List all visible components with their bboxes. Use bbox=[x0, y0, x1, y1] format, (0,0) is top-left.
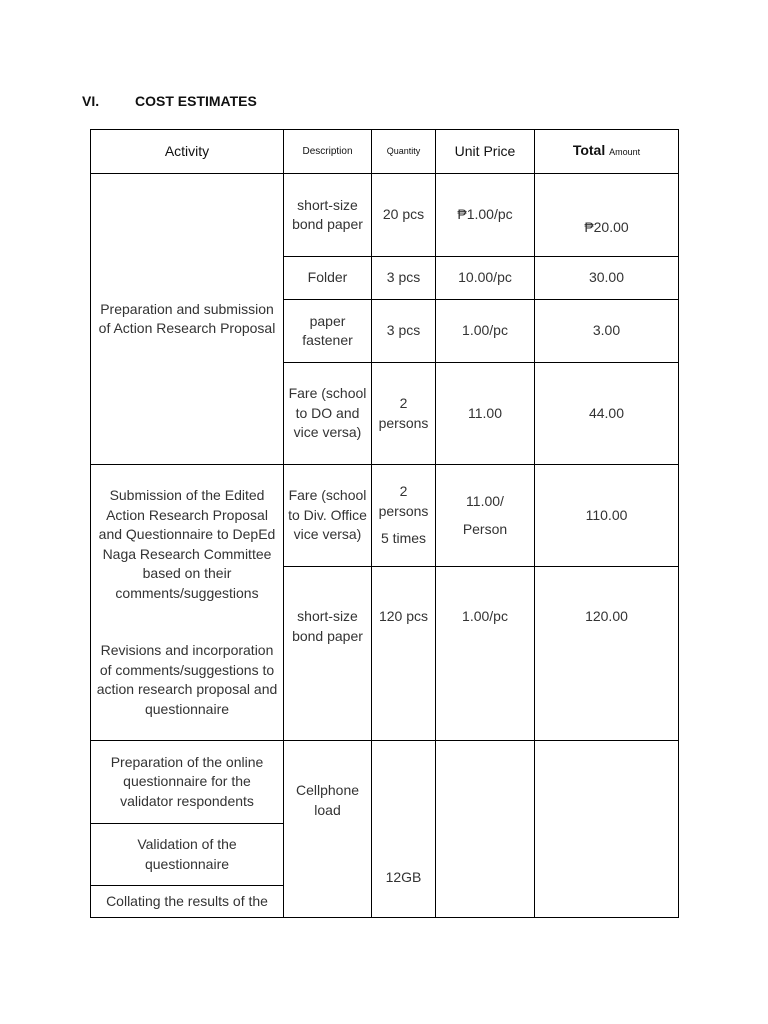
unit-price-line: 11.00/ bbox=[466, 493, 504, 509]
activity-text: Revisions and incorporation of comments/suggestions to action research proposal and questionnaire bbox=[96, 642, 278, 717]
unit-price-cell: ₱1.00/pc bbox=[436, 174, 535, 257]
total-cell bbox=[535, 741, 679, 918]
header-activity: Activity bbox=[91, 130, 284, 174]
quantity-cell bbox=[372, 363, 436, 465]
unit-price-cell: 1.00/pc bbox=[436, 300, 535, 363]
description-cell: paper fastener bbox=[284, 300, 372, 363]
total-cell: 30.00 bbox=[535, 257, 679, 300]
section-title: COST ESTIMATES bbox=[135, 93, 257, 109]
unit-price-cell: 1.00/pc bbox=[436, 567, 535, 741]
unit-price-cell bbox=[436, 465, 535, 567]
unit-price-cell bbox=[436, 741, 535, 918]
unit-price-line: Person bbox=[462, 520, 508, 537]
quantity-line: persons bbox=[378, 502, 429, 519]
table-row bbox=[91, 741, 679, 824]
quantity-cell bbox=[372, 465, 436, 567]
description-cell: Fare (school to Div. Office vice versa) bbox=[284, 465, 372, 567]
activity-cell: Preparation and submission of Action Research Proposal bbox=[91, 174, 284, 465]
total-cell: 120.00 bbox=[535, 567, 679, 741]
cost-estimates-table bbox=[90, 129, 679, 918]
spacer bbox=[95, 603, 279, 641]
header-total-suffix: Amount bbox=[609, 146, 641, 157]
description-cell: short-size bond paper bbox=[284, 174, 372, 257]
unit-price-cell: 10.00/pc bbox=[436, 257, 535, 300]
quantity-line: persons bbox=[378, 414, 429, 431]
description-cell: Fare (school to DO and vice versa) bbox=[284, 363, 372, 465]
header-unit-price: Unit Price bbox=[436, 130, 535, 174]
quantity-line: 5 times bbox=[380, 530, 427, 547]
total-cell: 44.00 bbox=[535, 363, 679, 465]
activity-cell bbox=[91, 465, 284, 741]
header-total-label: Total bbox=[572, 141, 606, 158]
header-description: Description bbox=[284, 130, 372, 174]
quantity-cell: 20 pcs bbox=[372, 174, 436, 257]
quantity-cell: 12GB bbox=[372, 741, 436, 918]
activity-cell: Validation of the questionnaire bbox=[91, 824, 284, 886]
activity-cell: Preparation of the online questionnaire for the validator respondents bbox=[91, 741, 284, 824]
quantity-line: 2 bbox=[399, 483, 408, 500]
total-cell: ₱20.00 bbox=[535, 174, 679, 257]
total-cell: 110.00 bbox=[535, 465, 679, 567]
spacer bbox=[376, 521, 431, 529]
spacer bbox=[440, 512, 530, 520]
description-cell: Cellphone load bbox=[284, 741, 372, 918]
table-row bbox=[91, 465, 679, 567]
quantity-line: 2 bbox=[399, 395, 408, 411]
description-cell: Folder bbox=[284, 257, 372, 300]
quantity-cell: 120 pcs bbox=[372, 567, 436, 741]
description-cell: short-size bond paper bbox=[284, 567, 372, 741]
header-quantity: Quantity bbox=[372, 130, 436, 174]
activity-text: Submission of the Edited Action Research Proposal and Questionnaire to DepEd Naga Research Committee based on their comments/suggestions bbox=[98, 487, 276, 601]
table-row bbox=[91, 174, 679, 257]
quantity-cell: 3 pcs bbox=[372, 257, 436, 300]
total-cell: 3.00 bbox=[535, 300, 679, 363]
unit-price-cell: 11.00 bbox=[436, 363, 535, 465]
section-number: VI. bbox=[82, 93, 100, 109]
quantity-cell: 3 pcs bbox=[372, 300, 436, 363]
header-total bbox=[535, 130, 679, 174]
table-header-row bbox=[91, 130, 679, 174]
activity-cell: Collating the results of the bbox=[91, 886, 284, 918]
